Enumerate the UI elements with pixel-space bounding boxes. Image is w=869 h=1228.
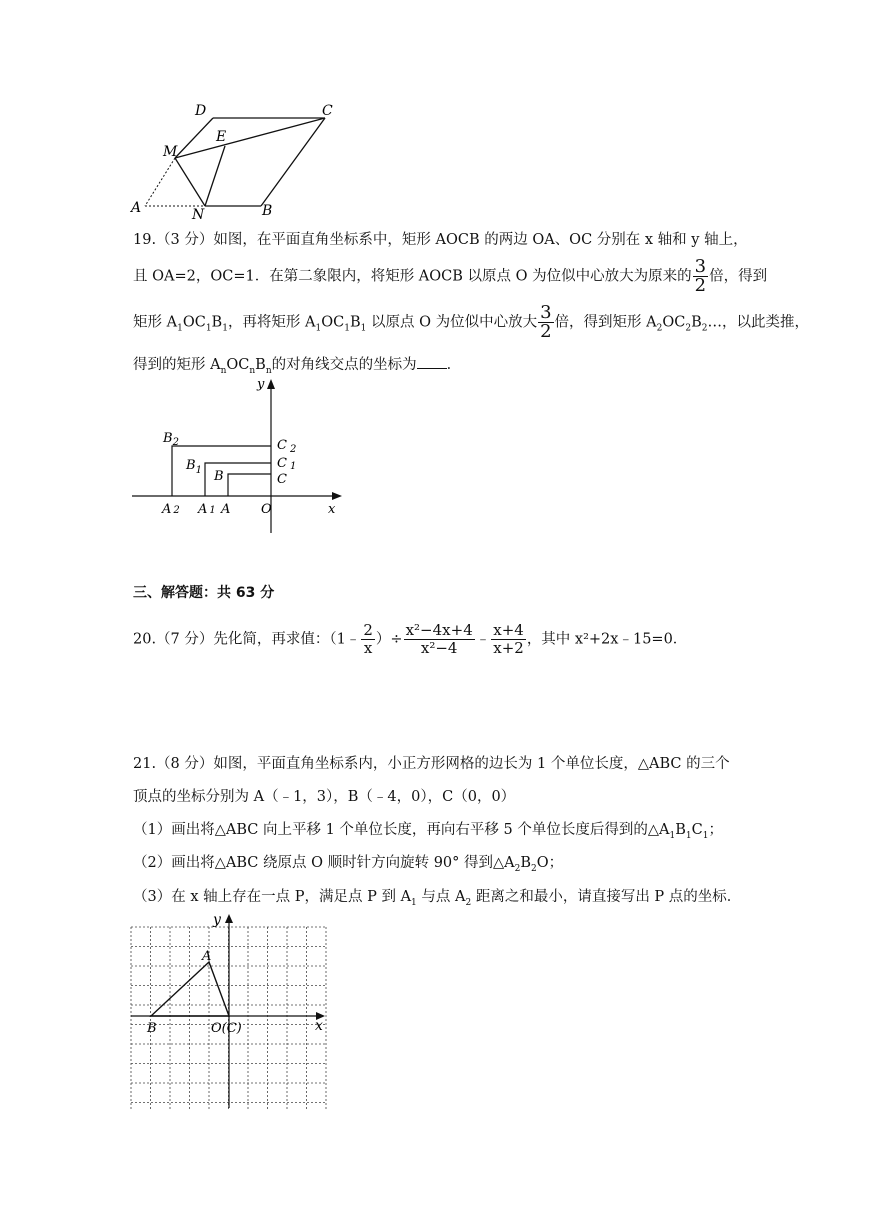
label-C: C — [322, 103, 333, 119]
label-B2: $B_2$ — [163, 431, 179, 448]
q21-line2: 顶点的坐标分别为 A（﹣1，3），B（﹣4，0），C（0，0） — [133, 789, 516, 805]
label-A: A — [221, 502, 231, 517]
figure-21-grid — [125, 910, 335, 1110]
answer-blank — [417, 356, 447, 369]
label-B1: $B_1$ — [186, 458, 202, 476]
label-N: N — [192, 207, 205, 223]
label-B: B — [214, 469, 224, 484]
label-x: x — [328, 502, 336, 517]
section-title: 三、解答题：共 63 分 — [133, 585, 275, 601]
label-O: O — [261, 502, 272, 517]
q19-line1: 19.（3 分）如图，在平面直角坐标系中，矩形 AOCB 的两边 OA、OC 分别在 x 轴和 y 轴上， — [133, 232, 748, 248]
q21-line1: 21.（8 分）如图，平面直角坐标系内，小正方形网格的边长为 1 个单位长度，△ABC 的三个 — [133, 756, 730, 772]
label-B: B — [147, 1021, 157, 1036]
figure-19-axes — [128, 375, 353, 535]
label-D: D — [195, 103, 207, 119]
label-C: C — [277, 472, 287, 487]
q20-line: 20.（7 分）先化简，再求值：（1﹣ $\frac{2}{x}$ ）÷ $\frac{\text{x²−4x+4}}{\text{x²−4}}$ ﹣ $\frac{x+4}{x+2}$ ，其中 x²+2x﹣15=0． — [133, 621, 688, 657]
label-B: B — [262, 203, 273, 219]
label-x: x — [315, 1018, 323, 1034]
q21-line3: （1）画出将△ABC 向上平移 1 个单位长度，再向右平移 5 个单位长度后得到的$\triangle A_1B_1C_1$； — [133, 822, 723, 841]
fraction-3-2-b: $\frac{3}{2}$ — [540, 302, 552, 342]
q19-line4: 得到的矩形 $A_nOC_nB_n$的对角线交点的坐标为 ． — [133, 357, 462, 376]
fraction-linear: $\frac{x+4}{x+2}$ — [493, 621, 524, 657]
label-A1: A 1 — [198, 502, 216, 517]
figure-18-parallelogram — [125, 98, 350, 223]
label-C1: C 1 — [277, 456, 297, 472]
q19-line2: 且 OA=2，OC=1．在第二象限内，将矩形 AOCB 以原点 O 为位似中心放大为原来的 $\frac{3}{2}$ 倍，得到 — [133, 256, 768, 296]
label-y: y — [213, 912, 221, 928]
label-M: M — [163, 144, 178, 160]
label-E: E — [216, 129, 227, 145]
fraction-quadratic: $\frac{\text{x²−4x+4}}{\text{x²−4}}$ — [405, 621, 473, 657]
q19-line3: 矩形 $A_1OC_1B_1$，再将矩形 $A_1OC_1B_1$ 以原点 O 为位似中心放大 $\frac{3}{2}$ 倍，得到矩形 $A_2OC_2B_2\dots$，以此类推， — [133, 302, 809, 342]
label-A: A — [131, 200, 142, 216]
label-OC: O(C) — [211, 1021, 242, 1036]
q21-line4: （2）画出将△ABC 绕原点 O 顺时针方向旋转 90° 得到$\triangle A_2B_2O$； — [133, 855, 564, 874]
label-A2: A 2 — [162, 502, 180, 517]
label-y: y — [257, 377, 265, 392]
fraction-2-x: $\frac{2}{x}$ — [363, 621, 373, 657]
q21-line5: （3）在 x 轴上存在一点 P，满足点 P 到 $A_1$ 与点 $A_2$ 距离之和最小，请直接写出 P 点的坐标． — [133, 889, 742, 908]
label-C2: C $_2$ — [277, 438, 297, 455]
fraction-3-2: $\frac{3}{2}$ — [694, 256, 707, 296]
label-A: A — [202, 949, 212, 964]
